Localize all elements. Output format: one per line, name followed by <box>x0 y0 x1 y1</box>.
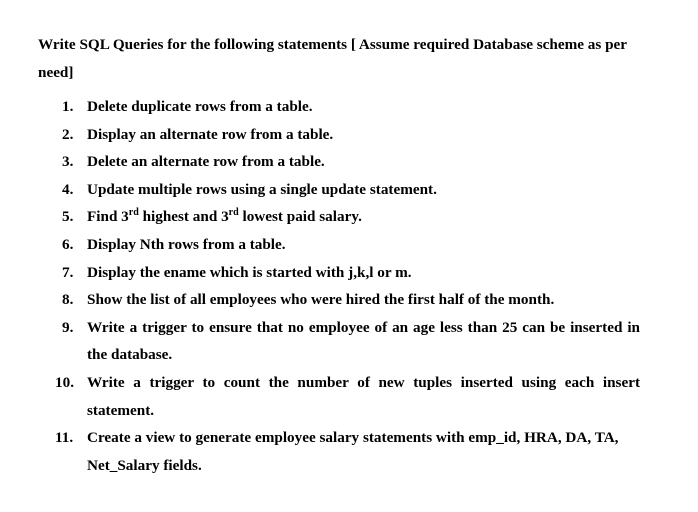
item-text: Update multiple rows using a single update statement. <box>87 180 437 198</box>
ordinal-superscript: rd <box>228 207 239 219</box>
item-text: Display an alternate row from a table. <box>87 125 334 143</box>
item-text: Display the ename which is started with j,k,l or m. <box>87 263 412 281</box>
question-list <box>0 93 698 479</box>
item-number: 4. <box>62 180 74 198</box>
item-text-part: lowest paid salary. <box>238 208 362 226</box>
list-item <box>0 203 698 231</box>
list-item <box>0 176 698 204</box>
list-item <box>0 121 698 149</box>
list-item <box>0 231 698 259</box>
item-text: Delete an alternate row from a table. <box>87 153 325 171</box>
item-text: Write a trigger to count the number of new tuples inserted using each insert statement. <box>87 373 640 419</box>
item-text: Display Nth rows from a table. <box>87 235 286 253</box>
item-number: 11. <box>55 429 74 447</box>
item-text: Create a view to generate employee salary statements with emp_id, HRA, DA, TA, Net_Salary fields. <box>87 429 619 474</box>
list-item <box>0 424 698 479</box>
list-item <box>0 286 698 314</box>
item-number: 5. <box>62 208 74 226</box>
item-text: Delete duplicate rows from a table. <box>87 98 313 115</box>
item-number: 9. <box>62 318 74 336</box>
item-number: 8. <box>62 291 74 309</box>
item-number: 7. <box>62 263 74 281</box>
list-item <box>0 93 698 121</box>
document-heading: Write SQL Queries for the following statements [ Assume required Database scheme as per need] <box>38 36 627 81</box>
list-item <box>0 314 698 369</box>
item-number: 2. <box>62 125 74 143</box>
ordinal-superscript: rd <box>128 207 139 219</box>
item-text: Write a trigger to ensure that no employee of an age less than 25 can be inserted in the database. <box>87 318 640 364</box>
list-item <box>0 148 698 176</box>
item-text <box>87 203 640 231</box>
item-text: Show the list of all employees who were hired the first half of the month. <box>87 291 555 309</box>
item-text-part: highest and 3 <box>138 208 229 226</box>
item-number: 3. <box>62 153 74 171</box>
item-number: 6. <box>62 235 74 253</box>
list-item <box>0 369 698 424</box>
item-text-part: Find 3 <box>87 208 129 226</box>
item-number: 10. <box>55 373 74 391</box>
list-item <box>0 259 698 287</box>
item-number: 1. <box>62 98 74 115</box>
